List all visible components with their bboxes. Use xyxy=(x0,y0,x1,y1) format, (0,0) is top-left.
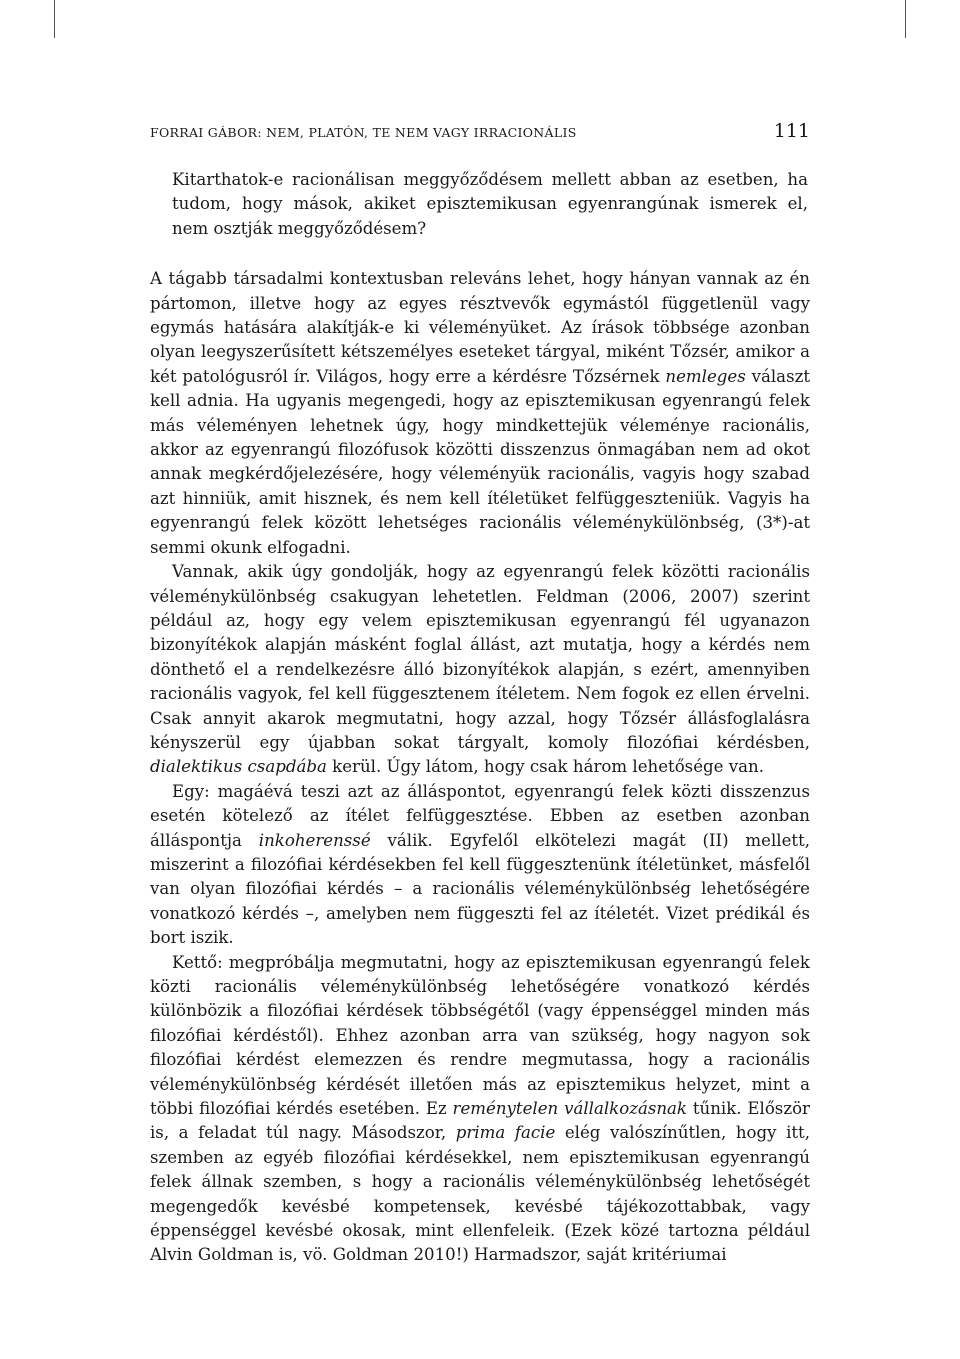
p3-text-a: Egy: magáévá teszi azt az álláspontot, egyenrangú felek közti disszenzus esetén kötelező az ítélet felfüggesztése. Ebben az esetben azonban álláspontja xyxy=(150,781,810,850)
p1-emphasis: nemleges xyxy=(665,366,746,386)
p4-text-a: Kettő: megpróbálja megmutatni, hogy az episztemikusan egyenrangú felek közti racionális véleménykülönbség lehetőségére vonatkozó kérdés különbözik a filozófiai kérdések többségétől (vagy éppenséggel minden más filozófiai kérdéstől). Ehhez azonban arra van szükség, hogy nagyon sok filozófiai kérdést elemezzen és rendre megmutassa, hogy a racionális véleménykülönbség kérdését illetően más az episztemikus helyzet, mint a többi filozófiai kérdés esetében. Ez xyxy=(150,952,810,1119)
p4-text-c: elég valószínűtlen, hogy itt, szemben az egyéb filozófiai kérdésekkel, nem episztemikusan egyenrangú felek állnak szemben, s hogy a racionális véleménykülönbség lehetőségét megengedők kevésbé kompetensek, kevésbé tájékozottabbak, vagy éppenséggel kevésbé okosak, mint ellenfeleik. (Ezek közé tartozna például Alvin Goldman is, vö. Goldman 2010!) Harmadszor, saját kritériumai xyxy=(150,1123,811,1265)
p3-emphasis: inkoherenssé xyxy=(258,830,371,850)
p2-emphasis: dialektikus csapdába xyxy=(150,757,327,777)
crop-mark-right xyxy=(905,0,906,38)
page-number: 111 xyxy=(773,120,810,142)
p4-emphasis-2: prima facie xyxy=(455,1123,556,1143)
p3-text-b: válik. Egyfelől elkötelezi magát (II) mellett, miszerint a filozófiai kérdésekben fel kell függesztenünk ítéletünket, másfelől van olyan filozófiai kérdés – a racionális véleménykülönbség lehetőségére vonatkozó kérdés –, amelyben nem függeszti fel az ítéletét. Vizet prédikál és bort iszik. xyxy=(150,830,811,948)
paragraph-1 xyxy=(150,267,810,560)
p4-emphasis-1: reménytelen vállalkozásnak xyxy=(452,1099,687,1119)
body-text xyxy=(150,168,810,1268)
block-quote: Kitarthatok-e racionálisan meggyőződésem mellett abban az esetben, ha tudom, hogy mások, akiket episztemikusan egyenrangúnak ismerek el, nem osztják meggyőződésem? xyxy=(172,170,808,238)
p2-text-b: kerül. Úgy látom, hogy csak három lehetősége van. xyxy=(326,757,764,777)
crop-mark-left xyxy=(54,0,55,38)
paragraph-2 xyxy=(150,560,810,780)
paragraph-4 xyxy=(150,951,810,1268)
paragraph-3 xyxy=(150,780,810,951)
running-header xyxy=(150,120,810,142)
p1-text-b: választ kell adnia. Ha ugyanis megengedi, hogy az episztemikusan egyenrangú felek más véleményen lehetnek úgy, hogy mindkettejük véleménye racionális, akkor az egyenrangú filozófusok közötti disszenzus önmagában nem ad okot annak megkérdőjelezésére, hogy véleményük racionális, vagyis hogy szabad azt hinniük, amit hisznek, és nem kell ítéletüket felfüggeszteniük. Vagyis ha egyenrangú felek között lehetséges racionális véleménykülönbség, (3*)-at semmi okunk elfogadni. xyxy=(150,366,810,557)
running-title: FORRAI GÁBOR: NEM, PLATÓN, TE NEM VAGY IRRACIONÁLIS xyxy=(150,125,577,140)
p1-text-a: A tágabb társadalmi kontextusban releváns lehet, hogy hányan vannak az én pártomon, illetve hogy az egyes résztvevők egymástól függetlenül vagy egymás hatására alakítják-e ki véleményüket. Az írások többsége azonban olyan leegyszerűsített kétszemélyes eseteket tárgyal, miként Tőzsér, amikor a két patológusról ír. Világos, hogy erre a kérdésre Tőzsérnek xyxy=(150,269,810,386)
p4-text-b: tűnik. Először is, a feladat túl nagy. Másodszor, xyxy=(150,1099,810,1143)
p2-text-a: Vannak, akik úgy gondolják, hogy az egyenrangú felek közötti racionális véleménykülönbség csakugyan lehetetlen. Feldman (2006, 2007) szerint például az, hogy egy velem episztemikusan egyenrangú fél ugyanazon bizonyítékok alapján másként foglal állást, azt mutatja, hogy a kérdés nem dönthető el a rendelkezésre álló bizonyítékok alapján, s ezért, amennyiben racionális vagyok, fel kell függesztenem ítéletem. Nem fogok ez ellen érvelni. Csak annyit akarok megmutatni, hogy azzal, hogy Tőzsér állásfoglalásra kényszerül egy újabban sokat tárgyalt, komoly filozófiai kérdésben, xyxy=(150,562,810,752)
